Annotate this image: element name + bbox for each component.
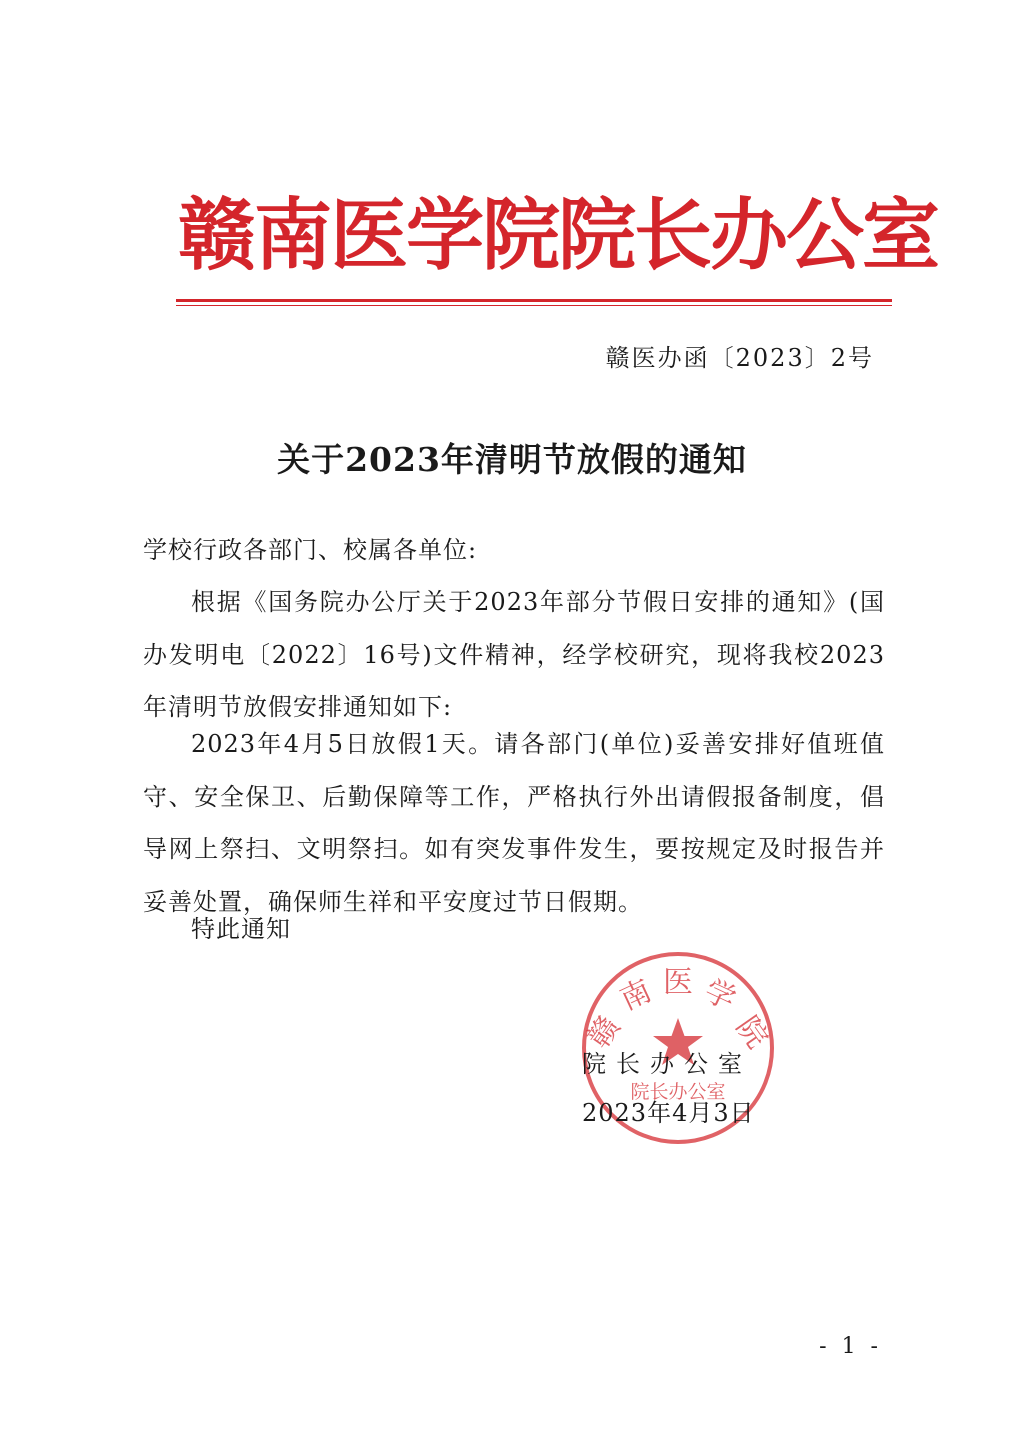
document-title: 关于2023年清明节放假的通知 (277, 440, 747, 479)
body-paragraph-2: 2023年4月5日放假1天。请各部门(单位)妥善安排好值班值守、安全保卫、后勤保障等工作，严格执行外出请假报备制度，倡导网上祭扫、文明祭扫。如有突发事件发生，要按规定及时报告并妥善处置，确保师生祥和平安度过节日假期。 (143, 730, 885, 916)
svg-text:学: 学 (699, 973, 742, 1018)
letterhead-title: 赣南医学院院长办公室 (178, 190, 939, 281)
signature-date: 2023年4月3日 (582, 1099, 755, 1127)
salutation: 学校行政各部门、校属各单位: (143, 536, 478, 564)
signature-department: 院长办公室 (582, 1050, 752, 1078)
svg-text:南: 南 (614, 973, 657, 1018)
closing-remark: 特此通知 (191, 915, 291, 943)
svg-text:赣: 赣 (581, 1010, 628, 1055)
svg-text:医: 医 (663, 965, 693, 1000)
letterhead-red-rule (176, 299, 892, 302)
letterhead-red-rule-thin (176, 305, 892, 306)
body-paragraph-1: 根据《国务院办公厅关于2023年部分节假日安排的通知》(国办发明电〔2022〕16号)文件精神，经学校研究，现将我校2023年清明节放假安排通知如下: (143, 588, 885, 721)
svg-text:院: 院 (728, 1010, 775, 1055)
document-number: 赣医办函〔2023〕2号 (605, 344, 874, 372)
svg-text:院长办公室: 院长办公室 (630, 1081, 726, 1103)
page-number: - 1 - (819, 1334, 882, 1359)
